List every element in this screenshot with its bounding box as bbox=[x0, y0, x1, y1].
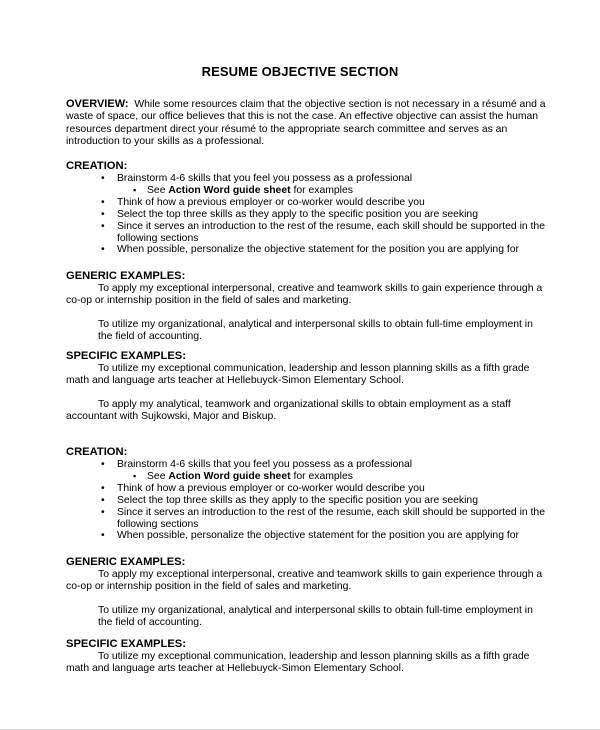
creation-section bbox=[66, 160, 546, 256]
square-bullet-icon: ▪ bbox=[133, 470, 137, 481]
generic-examples-section-repeat bbox=[66, 556, 546, 630]
list-item: • Brainstorm 4-6 skills that you feel you possess as a professional bbox=[101, 459, 413, 470]
specific-examples-section bbox=[66, 350, 546, 424]
bullet-icon: • bbox=[101, 494, 105, 506]
creation-heading: CREATION: bbox=[66, 446, 128, 458]
bullet-icon: • bbox=[101, 482, 105, 494]
creation-section-repeat bbox=[66, 446, 546, 542]
generic-example-1: To apply my exceptional interpersonal, creative and teamwork skills to gain experience through a co-op or internship position in the field of sales and marketing. bbox=[66, 569, 543, 593]
action-word-guide-ref: Action Word guide sheet bbox=[168, 184, 291, 196]
specific-examples-section-repeat bbox=[66, 638, 546, 676]
list-item: • Think of how a previous employer or co-worker would describe you bbox=[101, 196, 425, 208]
generic-examples-heading: GENERIC EXAMPLES: bbox=[66, 556, 186, 568]
generic-examples-section bbox=[66, 270, 546, 344]
list-item: • Select the top three skills as they apply to the specific position you are seeking bbox=[101, 494, 478, 506]
list-item: • Since it serves an introduction to the rest of the resume, each skill should be supported in the following sections bbox=[101, 506, 545, 530]
bullet-icon: • bbox=[101, 220, 105, 232]
list-item: ▪ See Action Word guide sheet for examples bbox=[133, 184, 353, 196]
creation-list bbox=[66, 173, 546, 256]
generic-example-1: To apply my exceptional interpersonal, creative and teamwork skills to gain experience through a co-op or internship position in the field of sales and marketing. bbox=[66, 283, 543, 307]
generic-example-2: To utilize my organizational, analytical and interpersonal skills to obtain full-time employment in the field of accounting. bbox=[98, 604, 533, 629]
generic-example-2: To utilize my organizational, analytical and interpersonal skills to obtain full-time employment in the field of accounting. bbox=[98, 318, 533, 343]
list-item: • Since it serves an introduction to the rest of the resume, each skill should be supported in the following sections bbox=[101, 220, 545, 244]
list-item: ▪ See Action Word guide sheet for examples bbox=[133, 470, 353, 482]
bullet-icon: • bbox=[101, 506, 105, 518]
bullet-icon: • bbox=[101, 208, 105, 220]
creation-heading: CREATION: bbox=[66, 160, 128, 172]
specific-examples-heading: SPECIFIC EXAMPLES: bbox=[66, 350, 186, 362]
page-title: RESUME OBJECTIVE SECTION bbox=[201, 64, 399, 79]
specific-examples-heading: SPECIFIC EXAMPLES: bbox=[66, 638, 186, 650]
specific-example-2: To apply my analytical, teamwork and organizational skills to obtain employment as a staff accountant with Sujkowski, Major and Biskup. bbox=[66, 398, 511, 423]
list-item: • When possible, personalize the objective statement for the position you are applying for bbox=[101, 530, 520, 542]
specific-example-1: To utilize my exceptional communication, leadership and lesson planning skills as a fifth grade math and language arts teacher at Hellebuyck-Simon Elementary School. bbox=[66, 651, 530, 675]
list-item: • Select the top three skills as they apply to the specific position you are seeking bbox=[101, 208, 478, 220]
action-word-guide-ref: Action Word guide sheet bbox=[168, 470, 291, 482]
overview-text: While some resources claim that the objective section is not necessary in a résumé and a waste of space, our office believes that this is not the case. An effective objective can assist the human resources department direct your résumé to the appropriate search committee and serves as an introduction to your skills as a professional. bbox=[66, 99, 546, 148]
bullet-icon: • bbox=[101, 459, 105, 470]
bullet-icon: • bbox=[101, 530, 105, 542]
list-item: • When possible, personalize the objective statement for the position you are applying for bbox=[101, 244, 520, 256]
creation-list bbox=[66, 459, 546, 542]
specific-example-1: To utilize my exceptional communication, leadership and lesson planning skills as a fifth grade math and language arts teacher at Hellebuyck-Simon Elementary School. bbox=[66, 363, 530, 387]
overview-paragraph bbox=[66, 98, 546, 149]
bullet-icon: • bbox=[101, 196, 105, 208]
bullet-icon: • bbox=[101, 244, 105, 256]
list-item: • Think of how a previous employer or co-worker would describe you bbox=[101, 482, 425, 494]
overview-label: OVERVIEW: bbox=[66, 98, 129, 110]
bullet-icon: • bbox=[101, 173, 105, 184]
generic-examples-heading: GENERIC EXAMPLES: bbox=[66, 270, 186, 282]
list-item: • Brainstorm 4-6 skills that you feel you possess as a professional bbox=[101, 173, 413, 184]
square-bullet-icon: ▪ bbox=[133, 184, 137, 195]
